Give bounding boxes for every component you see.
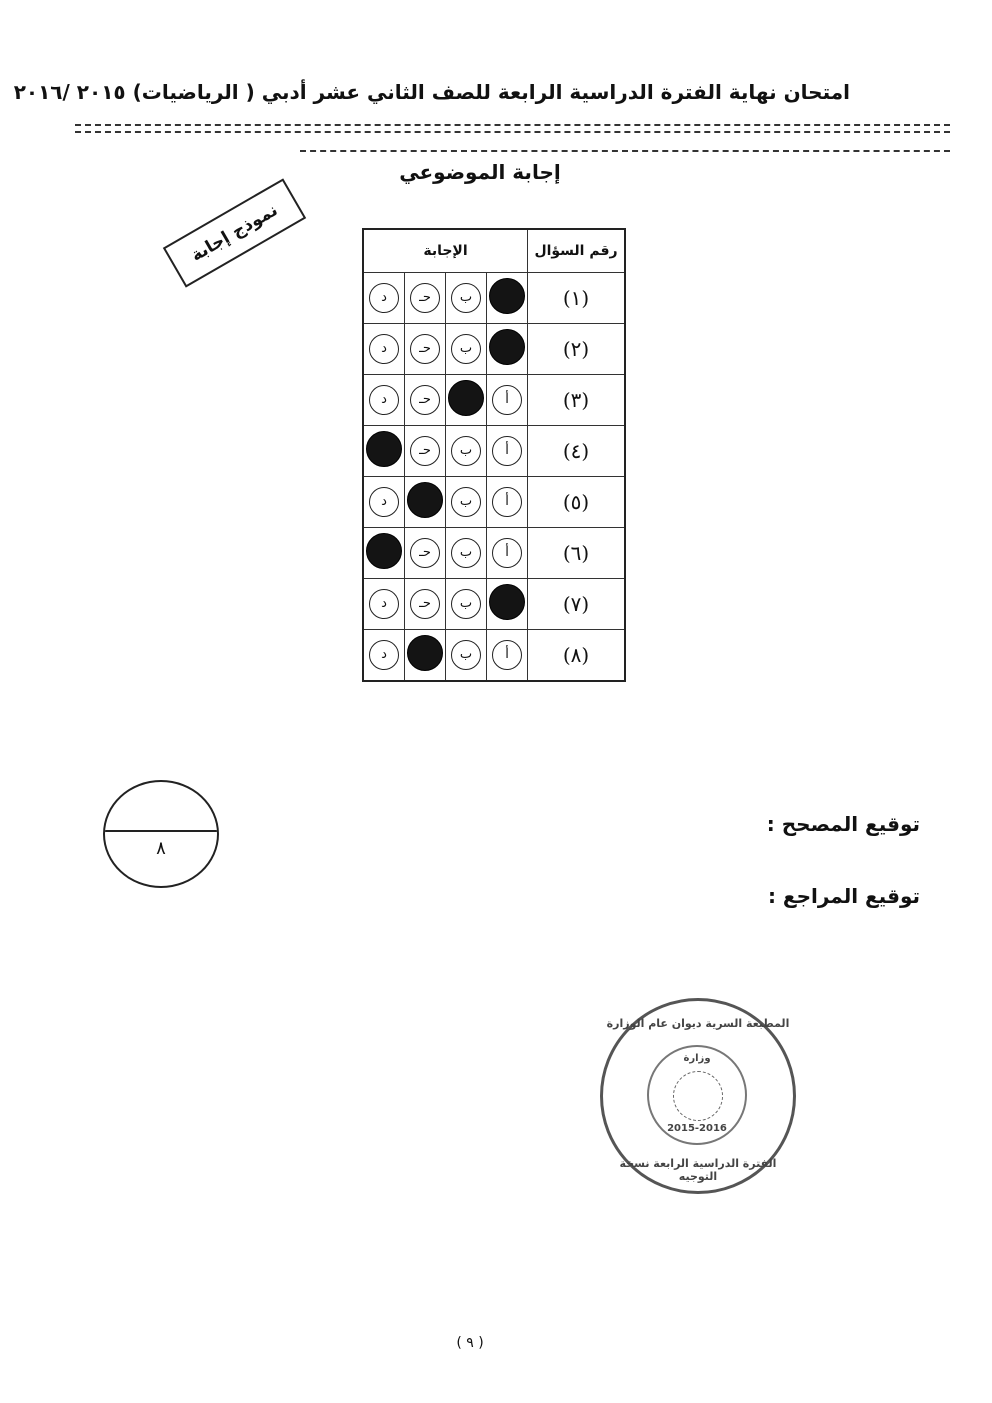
option-cell bbox=[363, 528, 405, 579]
option-cell bbox=[487, 324, 528, 375]
score-value: ٨ bbox=[156, 838, 166, 859]
seal-ministry-text: وزارة bbox=[683, 1053, 711, 1064]
answer-row bbox=[363, 273, 625, 324]
question-number: (٤) bbox=[528, 426, 626, 477]
answer-bubble[interactable]: ب bbox=[451, 538, 481, 568]
answer-bubble[interactable]: ب bbox=[451, 640, 481, 670]
answer-bubble[interactable]: ب bbox=[451, 589, 481, 619]
answer-model-stamp-label: نموذج إجابة bbox=[187, 200, 282, 266]
page-number: ( ٩ ) bbox=[456, 1335, 484, 1351]
option-cell bbox=[363, 375, 405, 426]
seal-year-text: 2015-2016 bbox=[667, 1123, 727, 1134]
selected-answer-bubble[interactable] bbox=[407, 635, 443, 671]
answer-bubble[interactable]: حـ bbox=[410, 589, 440, 619]
answer-bubble[interactable]: أ bbox=[492, 538, 522, 568]
answer-column-header: الإجابة bbox=[363, 229, 528, 273]
option-cell bbox=[405, 477, 446, 528]
option-cell bbox=[363, 273, 405, 324]
answer-bubble[interactable]: ب bbox=[451, 334, 481, 364]
option-cell bbox=[487, 375, 528, 426]
option-cell bbox=[405, 528, 446, 579]
answer-table bbox=[362, 228, 626, 682]
option-cell bbox=[446, 477, 487, 528]
selected-answer-bubble[interactable] bbox=[407, 482, 443, 518]
answer-bubble[interactable]: د bbox=[369, 589, 399, 619]
option-cell bbox=[446, 375, 487, 426]
selected-answer-bubble[interactable] bbox=[489, 278, 525, 314]
option-cell bbox=[446, 324, 487, 375]
answer-bubble[interactable]: حـ bbox=[410, 385, 440, 415]
seal-bottom-text: الفترة الدراسية الرابعة نسخة التوجيه bbox=[619, 1157, 777, 1183]
selected-answer-bubble[interactable] bbox=[366, 533, 402, 569]
option-cell bbox=[363, 426, 405, 477]
header-divider-2 bbox=[75, 131, 950, 133]
option-cell bbox=[487, 528, 528, 579]
section-title: إجابة الموضوعي bbox=[399, 160, 561, 184]
question-number: (٣) bbox=[528, 375, 626, 426]
answer-bubble[interactable]: حـ bbox=[410, 334, 440, 364]
answer-row bbox=[363, 426, 625, 477]
answer-bubble[interactable]: حـ bbox=[410, 436, 440, 466]
option-cell bbox=[363, 579, 405, 630]
exam-title: امتحان نهاية الفترة الدراسية الرابعة للصف الثاني عشر أدبي ( الرياضيات) ٢٠١٥ /٢٠١٦ bbox=[13, 80, 850, 104]
answer-bubble[interactable]: أ bbox=[492, 385, 522, 415]
option-cell bbox=[487, 630, 528, 682]
selected-answer-bubble[interactable] bbox=[448, 380, 484, 416]
answer-row bbox=[363, 579, 625, 630]
answer-bubble[interactable]: ب bbox=[451, 436, 481, 466]
question-number: (٥) bbox=[528, 477, 626, 528]
option-cell bbox=[487, 579, 528, 630]
answer-row bbox=[363, 528, 625, 579]
answer-row bbox=[363, 477, 625, 528]
score-divider bbox=[105, 830, 217, 832]
option-cell bbox=[446, 273, 487, 324]
option-cell bbox=[446, 630, 487, 682]
option-cell bbox=[405, 579, 446, 630]
option-cell bbox=[363, 324, 405, 375]
header-divider-3 bbox=[300, 150, 950, 152]
seal-top-text: المطبعة السرية ديوان عام الوزارة bbox=[606, 1017, 790, 1030]
answer-bubble[interactable]: ب bbox=[451, 487, 481, 517]
option-cell bbox=[405, 324, 446, 375]
answer-row bbox=[363, 324, 625, 375]
option-cell bbox=[405, 273, 446, 324]
question-number: (٢) bbox=[528, 324, 626, 375]
answer-bubble[interactable]: حـ bbox=[410, 283, 440, 313]
seal-inner-ring bbox=[647, 1045, 747, 1145]
emblem-icon bbox=[673, 1071, 723, 1121]
answer-bubble[interactable]: د bbox=[369, 487, 399, 517]
answer-model-stamp bbox=[163, 178, 306, 287]
option-cell bbox=[405, 426, 446, 477]
header-divider-1 bbox=[75, 124, 950, 126]
option-cell bbox=[363, 477, 405, 528]
question-number: (٦) bbox=[528, 528, 626, 579]
answer-bubble[interactable]: أ bbox=[492, 640, 522, 670]
option-cell bbox=[487, 477, 528, 528]
reviewer-signature-label: توقيع المراجع : bbox=[767, 884, 920, 908]
answer-bubble[interactable]: ب bbox=[451, 283, 481, 313]
selected-answer-bubble[interactable] bbox=[489, 584, 525, 620]
corrector-signature-label: توقيع المصحح : bbox=[766, 812, 920, 836]
answer-bubble[interactable]: د bbox=[369, 334, 399, 364]
answer-bubble[interactable]: أ bbox=[492, 487, 522, 517]
option-cell bbox=[446, 528, 487, 579]
option-cell bbox=[487, 273, 528, 324]
question-number: (١) bbox=[528, 273, 626, 324]
question-number: (٧) bbox=[528, 579, 626, 630]
question-column-header: رقم السؤال bbox=[528, 229, 626, 273]
option-cell bbox=[446, 579, 487, 630]
selected-answer-bubble[interactable] bbox=[489, 329, 525, 365]
question-number: (٨) bbox=[528, 630, 626, 682]
option-cell bbox=[487, 426, 528, 477]
answer-bubble[interactable]: أ bbox=[492, 436, 522, 466]
answer-row bbox=[363, 375, 625, 426]
answer-bubble[interactable]: حـ bbox=[410, 538, 440, 568]
option-cell bbox=[446, 426, 487, 477]
official-seal bbox=[600, 998, 796, 1194]
answer-bubble[interactable]: د bbox=[369, 640, 399, 670]
option-cell bbox=[363, 630, 405, 682]
answer-bubble[interactable]: د bbox=[369, 283, 399, 313]
option-cell bbox=[405, 375, 446, 426]
score-circle bbox=[103, 780, 219, 888]
answer-bubble[interactable]: د bbox=[369, 385, 399, 415]
answer-row bbox=[363, 630, 625, 682]
selected-answer-bubble[interactable] bbox=[366, 431, 402, 467]
option-cell bbox=[405, 630, 446, 682]
